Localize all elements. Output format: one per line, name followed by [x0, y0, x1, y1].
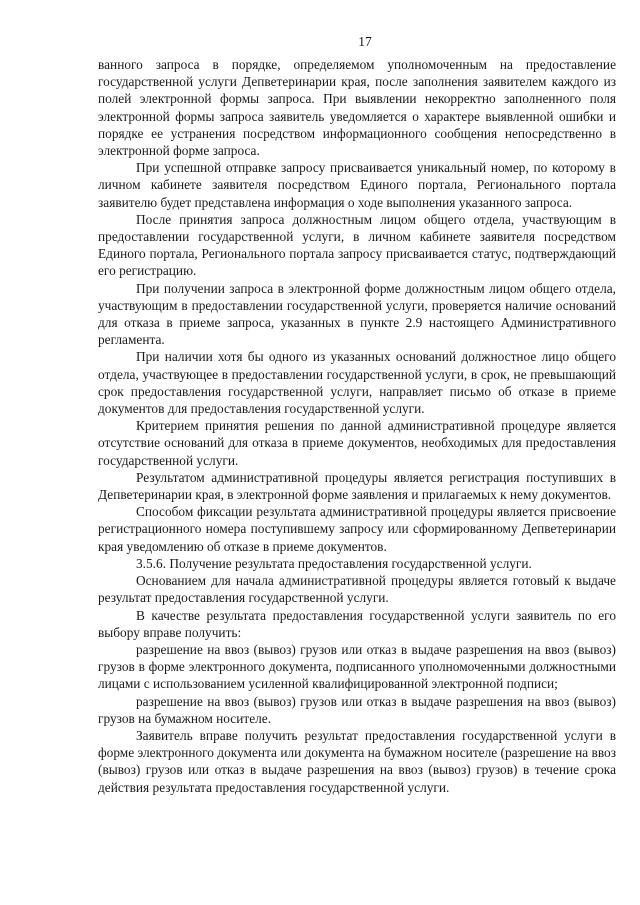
paragraph: Результатом административной процедуры является регистрация поступивших в Депветеринарии края, в электронной форме заявления и прилагаемых к нему документов. [98, 469, 616, 503]
paragraph: При получении запроса в электронной форме должностным лицом общего отдела, участвующим в предоставлении государственной услуги, проверяется наличие оснований для отказа в приеме запроса, указанных в пункте 2.9 настоящего Административного регламента. [98, 280, 616, 348]
paragraph: Заявитель вправе получить результат предоставления государственной услуги в форме электронного документа или документа на бумажном носителе (разрешение на ввоз (вывоз) грузов или отказ в выдаче разрешения на ввоз (вывоз) грузов) в течение срока действия результата предоставления государственной услуги. [98, 727, 616, 795]
paragraph: После принятия запроса должностным лицом общего отдела, участвующим в предоставлении государственной услуги, в личном кабинете заявителя посредством Единого портала, Регионального портала запросу присваивается статус, подтверждающий его регистрацию. [98, 211, 616, 279]
paragraph: При успешной отправке запросу присваивается уникальный номер, по которому в личном кабинете заявителя посредством Единого портала, Регионального портала заявителю будет представлена информация о ходе выполнения указанного запроса. [98, 160, 616, 210]
section-heading: 3.5.6. Получение результата предоставления государственной услуги. [136, 555, 532, 571]
paragraph: Основанием для начала административной процедуры является готовый к выдаче результат предоставления государственной услуги. [98, 573, 616, 606]
page-number: 17 [358, 34, 372, 49]
paragraph: Способом фиксации результата административной процедуры является присвоение регистрационного номера поступившему запросу или сформированному Депветеринарии края уведомлению об отказе в приеме документов. [98, 504, 616, 554]
paragraph: При наличии хотя бы одного из указанных оснований должностное лицо общего отдела, участвующее в предоставлении государственной услуги, в срок, не превышающий срок предоставления государственной услуги, направляет письмо об отказе в приеме документов для предоставления государственной услуги. [98, 349, 616, 417]
list-item: разрешение на ввоз (вывоз) грузов или отказ в выдаче разрешения на ввоз (вывоз) грузов в форме электронного документа, подписанного уполномоченными должностными лицами с использованием усиленной квалифицированной электронной подписи; [98, 641, 616, 692]
paragraph: ванного запроса в порядке, определяемом уполномоченным на предоставление государственной услуги Депветеринарии края, после заполнения заявителем каждого из полей электронной формы запроса. При выявлении некорректно заполненного поля электронной формы запроса заявитель уведомляется о характере выявленной ошибки и порядке ее устранения посредством информационного сообщения непосредственно в электронной форме запроса. [98, 57, 616, 159]
paragraph: Критерием принятия решения по данной административной процедуре является отсутствие оснований для отказа в приеме документов, необходимых для предоставления государственной услуги. [98, 418, 616, 468]
document-page [98, 34, 616, 854]
document-body [98, 56, 616, 796]
list-item: разрешение на ввоз (вывоз) грузов или отказ в выдаче разрешения на ввоз (вывоз) грузов на бумажном носителе. [98, 693, 616, 726]
paragraph: В качестве результата предоставления государственной услуги заявитель по его выбору вправе получить: [98, 607, 616, 640]
